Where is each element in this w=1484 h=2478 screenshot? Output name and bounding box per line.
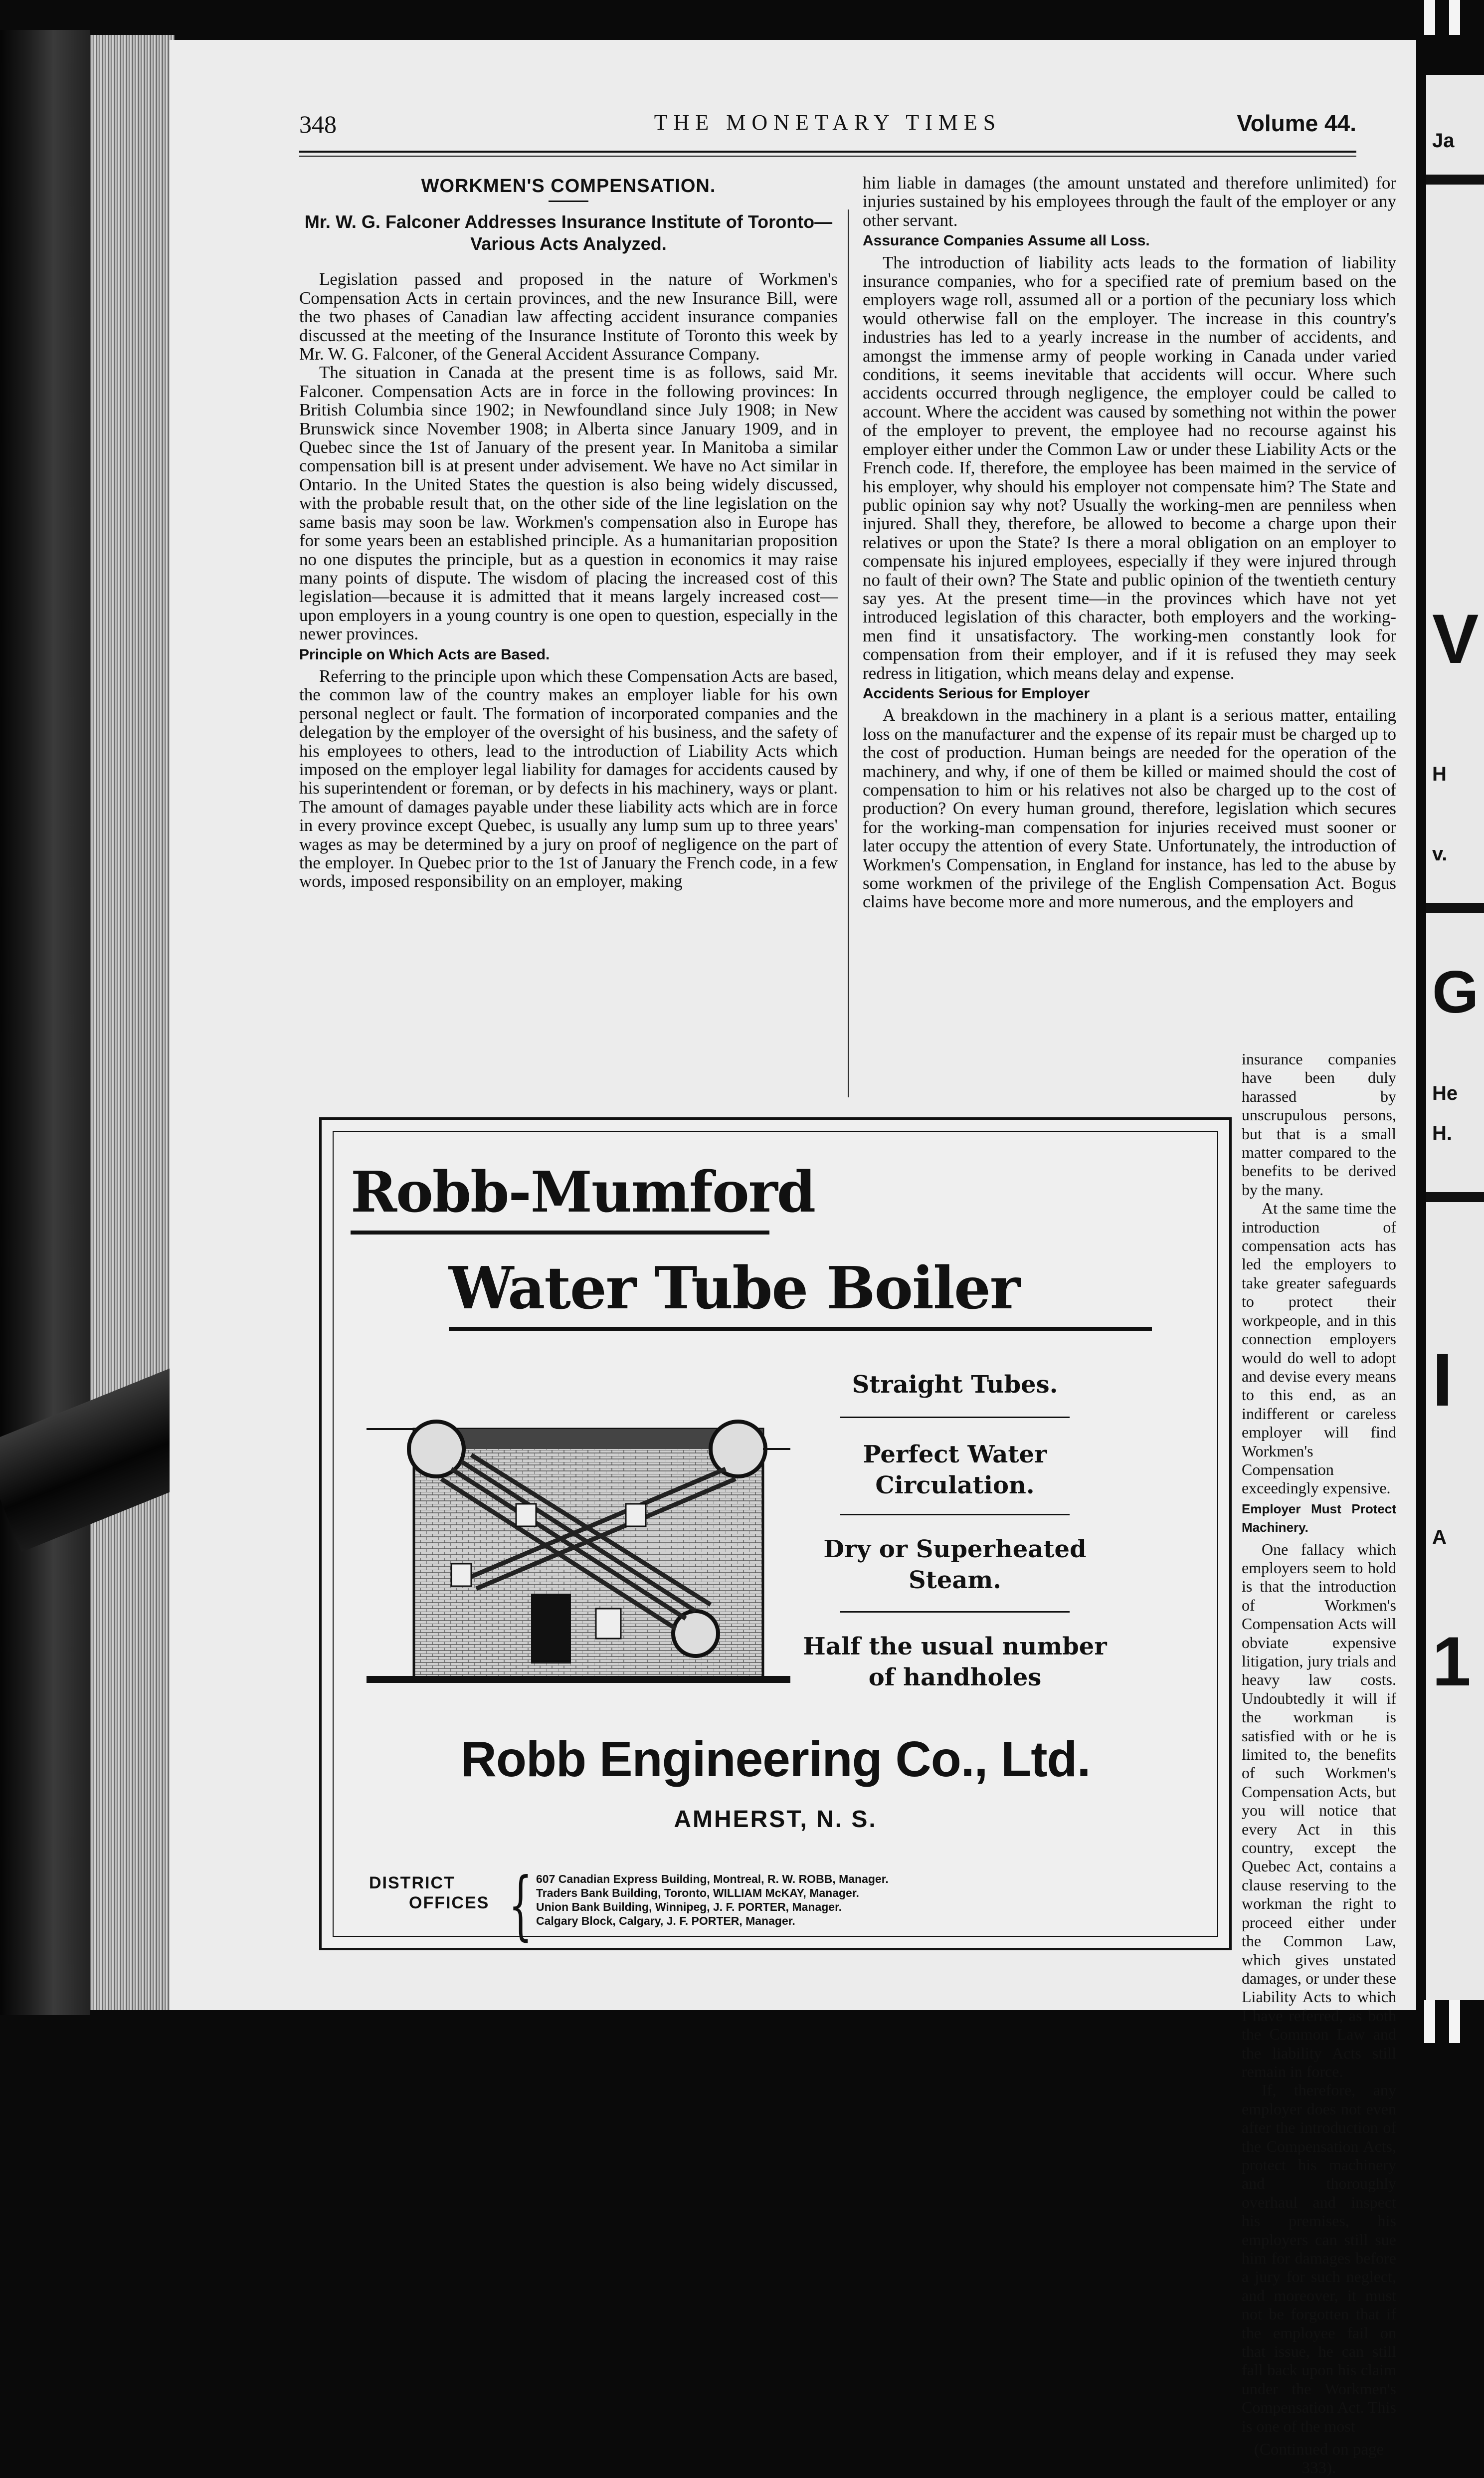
ad-rule: [351, 1231, 769, 1235]
facing-rule: [1426, 1192, 1484, 1202]
ad-feature-separator: [840, 1417, 1070, 1418]
ad-feature: Dry or Superheated Steam.: [823, 1535, 1087, 1594]
facing-rule: [1426, 903, 1484, 913]
paragraph: him liable in damages (the amount unstated and therefore unlimited) for injuries sustained by his employees through the fault of the employer or any other servant.: [863, 173, 1396, 230]
ad-office-line: Calgary Block, Calgary, J. F. PORTER, Manager.: [536, 1914, 795, 1927]
ad-district-label-2: OFFICES: [409, 1893, 490, 1912]
paragraph: Legislation passed and proposed in the nature of Workmen's Compensation Acts in certain provinces, and the new Insurance Bill, were the two phases of Canadian law affecting accident insurance companies discussed at the meeting of the Insurance Institute of Toronto this week by Mr. W. G. Falconer, of the General Accident Assurance Company.: [299, 269, 838, 364]
section-heading: Assurance Companies Assume all Loss.: [863, 232, 1150, 249]
advertisement: [319, 1117, 1232, 1950]
paragraph: Referring to the principle upon which these Compensation Acts are based, the common law of the country makes an employer liable for his own personal neglect or fault. The formation of incorporated companies and the delegation by the employer of the oversight of his business, and the safety of his employees to others, lead to the introduction of Liability Acts which imposed on the employer legal liability for damages for accidents caused by his superintendent or foreman, or by defects in his machinery, ways or plant. The amount of damages payable under these liability acts which are in force in every province except Quebec, is usually any lump sum up to three years' wages as may be determined by a jury on proof of negligence on the part of the employer. In Quebec prior to the 1st of January the French code, in a few words, imposed responsibility on an employer, making: [299, 666, 838, 891]
page-edges: [90, 35, 175, 2010]
facing-fragment: A: [1432, 1526, 1447, 1548]
ad-feature: Straight Tubes.: [852, 1371, 1058, 1399]
facing-fragment: V: [1432, 600, 1479, 678]
page: [170, 40, 1416, 2478]
ad-feature-separator: [840, 1611, 1070, 1613]
facing-fragment: H: [1432, 763, 1447, 785]
ad-brace: {: [509, 1862, 533, 1949]
ad-office-line: Union Bank Building, Winnipeg, J. F. PORTER, Manager.: [536, 1900, 842, 1913]
registration-mark: [1424, 2000, 1435, 2043]
facing-fragment: I: [1432, 1338, 1453, 1422]
ad-feature: Perfect Water Circulation.: [863, 1441, 1047, 1499]
section-heading: Principle on Which Acts are Based.: [299, 646, 550, 663]
paragraph: If, therefore, any employer does not even after the introduction of the Compensation Acts, protect his machinery and thoroughly overhaul and inspect his premises, his employers can still sue him for damages before a jury for such neglect, and moreover, it must not be forgotten that if the employee fail on that issue, he can still fall back upon his claim under the Workmen's Compensation Act. This is one of the most: [1242, 2081, 1396, 2435]
paragraph: One fallacy which employers seem to hold is that the introduction of Workmen's Compensation Acts will obviate expensive litigation, jury trials and heavy law costs. Undoubtedly it will if the workman is satisfied with or he is limited to, the benefits of such Workmen's Compensation Acts, but you will notice that every Act in this country, except the Quebec Act, contains a clause reserving to the workman the right to proceed either under the Common Law, which gives unstated damages, or under these Liability Acts to which I have referred, as both the Common Law and the liability Acts still remain in force.: [1242, 1540, 1396, 2080]
registration-mark: [1424, 0, 1435, 35]
facing-fragment: G: [1432, 959, 1479, 1026]
volume-label: Volume 44.: [1237, 110, 1356, 136]
registration-mark: [1449, 2000, 1460, 2043]
ad-company: Robb Engineering Co., Ltd.: [460, 1731, 1091, 1787]
title-dash: [549, 201, 588, 202]
column-3: [1242, 1050, 1396, 2478]
article-subtitle: Mr. W. G. Falconer Addresses Insurance Institute of Toronto—Various Acts Analyzed.: [304, 211, 833, 254]
ad-district-label-1: DISTRICT: [369, 1873, 455, 1892]
facing-fragment: 1: [1432, 1622, 1471, 1700]
paragraph: A breakdown in the machinery in a plant is a serious matter, entailing loss on the manufacturer and the expense of its repair must be charged up to the cost of production. Human beings are needed for the operation of the machinery, and why, if one of them be killed or maimed should the cost of compensation to him or his relatives not also be charged up to the cost of production? On every human ground, therefore, legislation which secures for the working-man compensation for injuries received must sooner or later occupy the attention of every State. Unfortunately, the introduction of Workmen's Compensation, in England for instance, has led to the abuse by some workmen of the privilege of the English Compensation Act. Bogus claims have become more and more numerous, and the employers and: [863, 705, 1396, 912]
ad-brand: Robb-Mumford: [351, 1160, 815, 1225]
column-divider: [848, 209, 849, 1097]
facing-fragment: H.: [1432, 1122, 1452, 1144]
ad-product: Water Tube Boiler: [449, 1254, 1020, 1322]
section-heading: Employer Must Protect Machinery.: [1242, 1501, 1396, 1535]
facing-fragment: He: [1432, 1082, 1458, 1104]
ad-rule: [449, 1327, 1152, 1331]
article-title: WORKMEN'S COMPENSATION.: [421, 176, 716, 197]
paragraph: At the same time the introduction of compensation acts has led the employers to take greater safeguards to protect their workpeople, and in this connection employers would do well to adopt and devise every means to this end, as an indifferent or careless employer will find Workmen's Compensation exceedingly expensive.: [1242, 1199, 1396, 1497]
header-rule: [299, 151, 1356, 153]
ad-town: AMHERST, N. S.: [674, 1806, 877, 1833]
facing-page: [1426, 75, 1484, 2000]
book-spine: [0, 30, 90, 2015]
ad-office-line: 607 Canadian Express Building, Montreal, R. W. ROBB, Manager.: [536, 1872, 889, 1885]
column-2: [863, 174, 1396, 911]
registration-mark: [1449, 0, 1460, 35]
facing-fragment: v.: [1432, 843, 1448, 865]
ad-feature-separator: [840, 1514, 1070, 1515]
column-1: [299, 172, 838, 891]
ad-offices: [536, 1872, 889, 1928]
section-heading: Accidents Serious for Employer: [863, 685, 1090, 702]
header-rule-thin: [299, 156, 1356, 157]
paragraph: insurance companies have been duly harassed by unscrupulous persons, but that is a small matter compared to the benefits to be derived by the many.: [1242, 1050, 1396, 1199]
paragraph: The introduction of liability acts leads to the formation of liability insurance companies, who for a specified rate of premium based on the employers wage roll, assumed all or a portion of the pecuniary loss which would otherwise fall on the employer. The increase in this country's industries has led to a yearly increase in the number of accidents, and amongst the immense army of people working in Canada under varied conditions, it seems inevitable that accidents will occur. Where such accidents occurred through negligence, the employer could be called to account. Where the accident was caused by something not within the power of the employer to prevent, the employee had no recourse against his employer either under the Common Law or under these Liability Acts or the French code. If, therefore, the employee has been maimed in the service of his employer, why should his employer not compensate him? The State and public opinion say why not? Usually the working-men are penniless when injured. Shall they, therefore, be allowed to become a charge upon their relatives or upon the State? Is there a moral obligation on an employer to compensate his injured employees, especially if they were injured through no fault of their own? The State and public opinion of the twentieth century say yes. At the present time—in the provinces which have not yet introduced legislation of this character, both employers and the working-men find it unsatisfactory. The working-men constantly look for compensation from their employer, and if it is refused they may seek redress in litigation, which means delay and expense.: [863, 252, 1396, 683]
running-head: [299, 110, 1356, 145]
ad-feature: Half the usual number of handholes: [803, 1633, 1107, 1691]
paragraph: The situation in Canada at the present time is as follows, said Mr. Falconer. Compensation Acts are in force in the following provinces: In British Columbia since 1902; in Newfoundland since July 1908; in New Brunswick since November 1908; in Alberta since January 1909, and in Quebec since the 1st of January of the present year. In Manitoba a similar compensation bill is at present under advisement. We have no Act similar in Ontario. In the United States the question is also being widely discussed, with the probable result that, on the other side of the line legislation on the same basis may soon be law. Workmen's compensation also in Europe has for some years been an established principle. As a humanitarian proposition no one disputes the principle, but as a question in economics it may raise many points of dispute. The wisdom of placing the increased cost of this legislation—because it is admitted that it means largely increased cost—upon employers in a young country is one open to question, especially in the newer provinces.: [299, 363, 838, 644]
ad-office-line: Traders Bank Building, Toronto, WILLIAM McKAY, Manager.: [536, 1886, 859, 1899]
facing-fragment: Ja: [1432, 130, 1455, 152]
continued-note: (Continued on page 333).: [1254, 2441, 1384, 2478]
journal-title: THE MONETARY TIMES: [654, 110, 1002, 135]
facing-rule: [1426, 175, 1484, 185]
ad-district-label: [369, 1873, 489, 1913]
boiler-illustration: [367, 1414, 790, 1698]
page-number: 348: [299, 110, 337, 138]
